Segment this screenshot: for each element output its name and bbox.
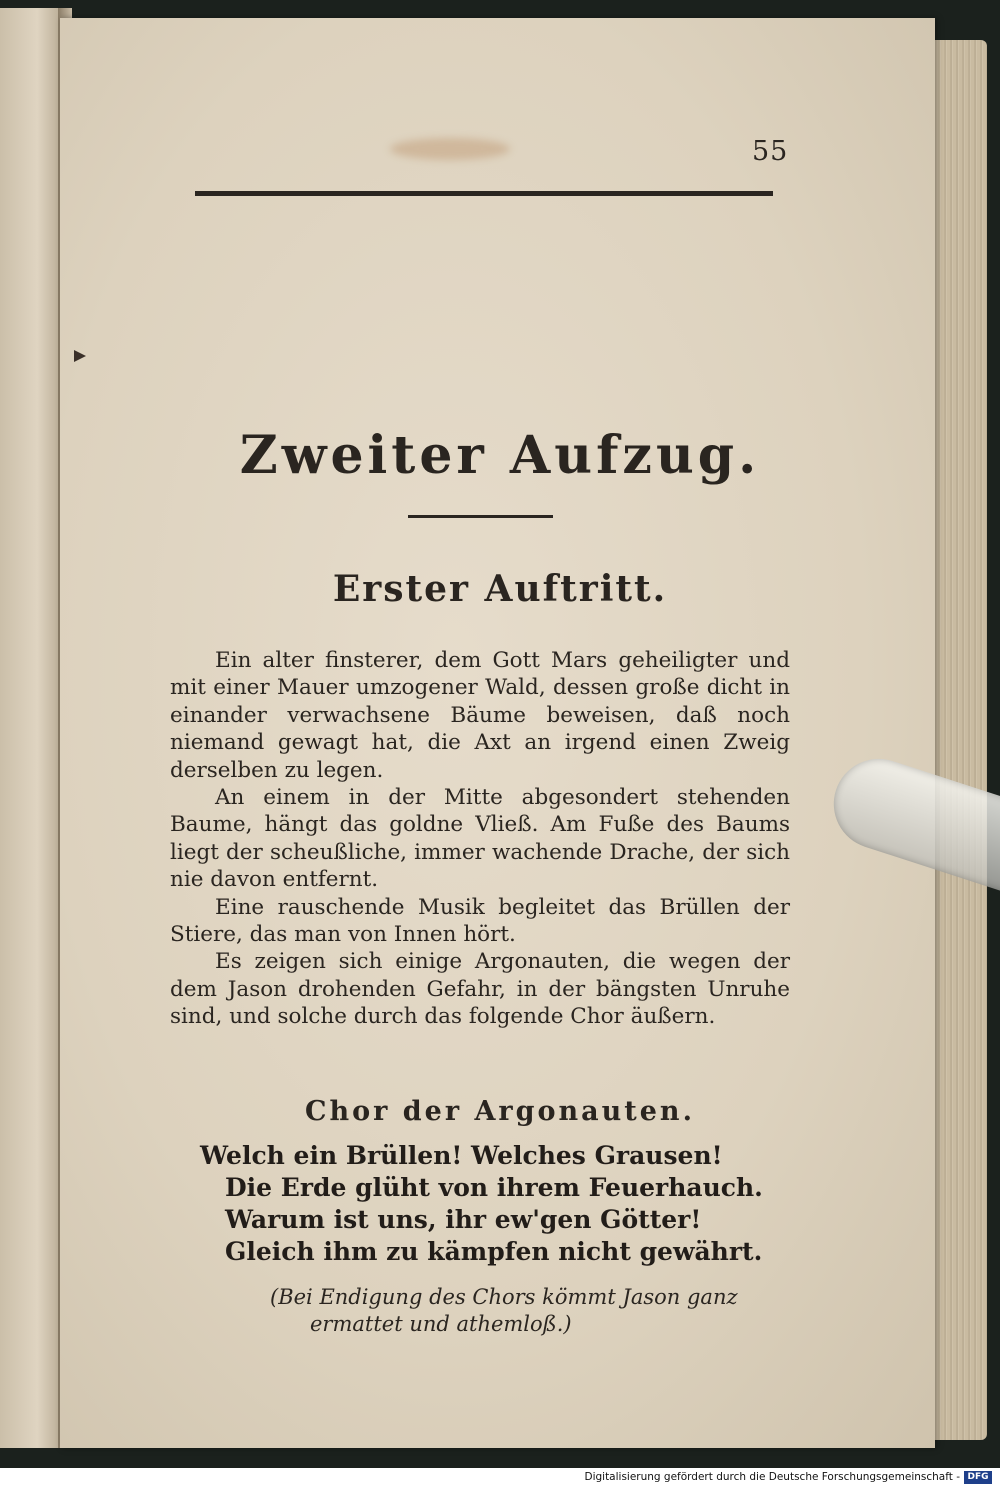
header-rule [195,191,773,196]
act-title: Zweiter Aufzug. [239,425,761,486]
scene-title: Erster Auftritt. [332,568,668,610]
note-line: ermattet und athemloß.) [310,1312,572,1336]
note-line: (Bei Endigung des Chors kömmt Jason ganz [270,1285,738,1309]
chorus-title: Chor der Argonauten. [305,1096,695,1127]
margin-mark [74,350,86,362]
left-page-edge [0,8,62,1448]
verse-line: Warum ist uns, ihr ew'gen Götter! [225,1205,702,1234]
page-stain [390,138,510,160]
verse-line: Welch ein Brüllen! Welches Grausen! [200,1141,723,1170]
stage-direction-paragraph: An einem in der Mitte abgesondert stehenden Baume, hängt das goldne Vließ. Am Fuße des Baums liegt der scheußliche, immer wachende Drache, der sich nie davon entfernt. [170,785,790,893]
stage-directions [170,647,790,1031]
chorus-verse [200,1140,800,1268]
dfg-logo: DFG [964,1471,992,1484]
verse-line: Gleich ihm zu kämpfen nicht gewährt. [225,1237,763,1266]
stage-direction-paragraph: Ein alter finsterer, dem Gott Mars geheiligter und mit einer Mauer umzogener Wald, dessen große dicht in einander verwachsene Bäume beweisen, daß noch niemand gewagt hat, die Axt an irgend einen Zweig derselben zu legen. [170,648,790,783]
stage-direction-paragraph: Eine rauschende Musik begleitet das Brüllen der Stiere, das man von Innen hört. [170,894,790,948]
verse-line: Die Erde glüht von ihrem Feuerhauch. [225,1173,763,1202]
stage-note [270,1284,790,1338]
page-number: 55 [752,136,789,167]
title-divider [408,515,553,518]
stage-direction-paragraph: Es zeigen sich einige Argonauten, die wegen der dem Jason drohenden Gefahr, in der bängsten Unruhe sind, und solche durch das folgende Chor äußern. [170,949,790,1030]
footer-credit: Digitalisierung gefördert durch die Deutsche Forschungsgemeinschaft - [584,1471,960,1483]
